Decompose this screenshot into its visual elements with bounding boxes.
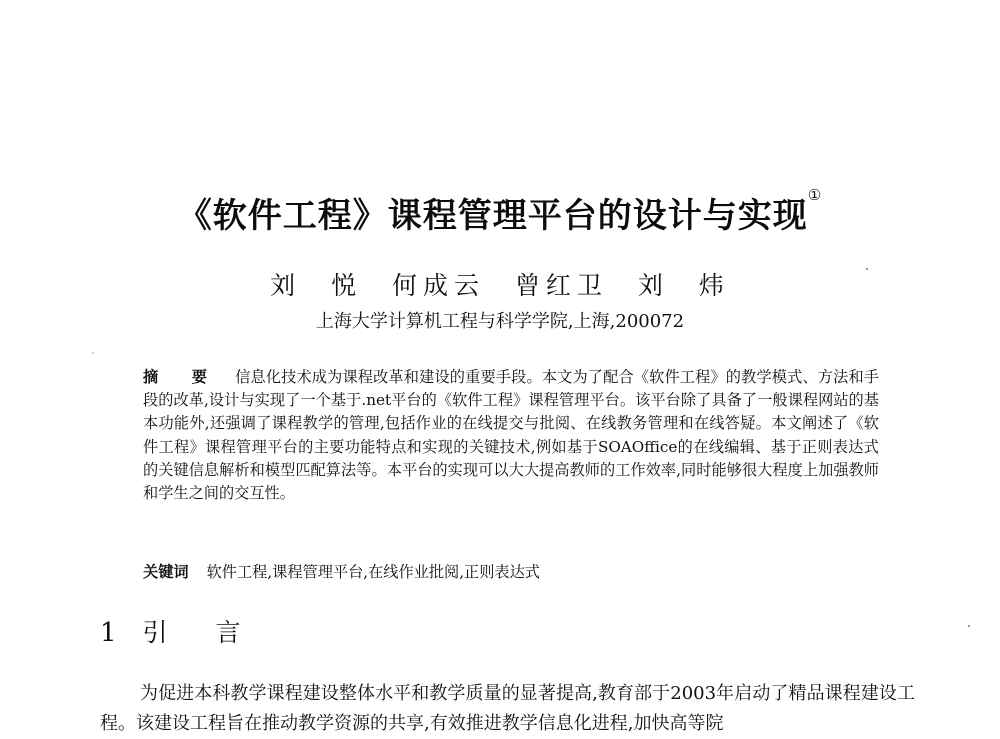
scan-speck bbox=[866, 268, 868, 270]
scan-speck bbox=[92, 352, 94, 354]
abstract bbox=[143, 366, 879, 505]
keywords-label: 关键词 bbox=[143, 563, 189, 581]
section-heading bbox=[100, 613, 261, 649]
section-number: 1 bbox=[100, 618, 117, 648]
keywords bbox=[143, 561, 879, 582]
paper-title bbox=[0, 188, 1000, 237]
section-title: 引 言 bbox=[142, 618, 261, 647]
scan-speck bbox=[968, 625, 970, 627]
author-list: 刘 悦 何成云 曾红卫 刘 炜 bbox=[270, 271, 730, 300]
keywords-text: 软件工程,课程管理平台,在线作业批阅,正则表达式 bbox=[206, 563, 540, 581]
title-footnote-marker: ① bbox=[807, 186, 823, 204]
body-paragraph: 为促进本科教学课程建设整体水平和教学质量的显著提高,教育部于2003年启动了精品课程建设工程。该建设工程旨在推动教学资源的共享,有效推进教学信息化进程,加快高等院 bbox=[100, 683, 915, 734]
abstract-label: 摘 要 bbox=[143, 368, 222, 386]
title-text: 《软件工程》课程管理平台的设计与实现 bbox=[177, 196, 808, 236]
abstract-text: 信息化技术成为课程改革和建设的重要手段。本文为了配合《软件工程》的教学模式、方法和手段的改革,设计与实现了一个基于.net平台的《软件工程》课程管理平台。该平台除了具备了一般课程网站的基本功能外,还强调了课程教学的管理,包括作业的在线提交与批阅、在线教务管理和在线答疑。本文阐述了《软件工程》课程管理平台的主要功能特点和实现的关键技术,例如基于SOAOffice的在线编辑、基于正则表达式的关键信息解析和模型匹配算法等。本平台的实现可以大大提高教师的工作效率,同时能够很大程度上加强教师和学生之间的交互性。 bbox=[143, 368, 879, 503]
affiliation: 上海大学计算机工程与科学学院,上海,200072 bbox=[315, 311, 685, 332]
